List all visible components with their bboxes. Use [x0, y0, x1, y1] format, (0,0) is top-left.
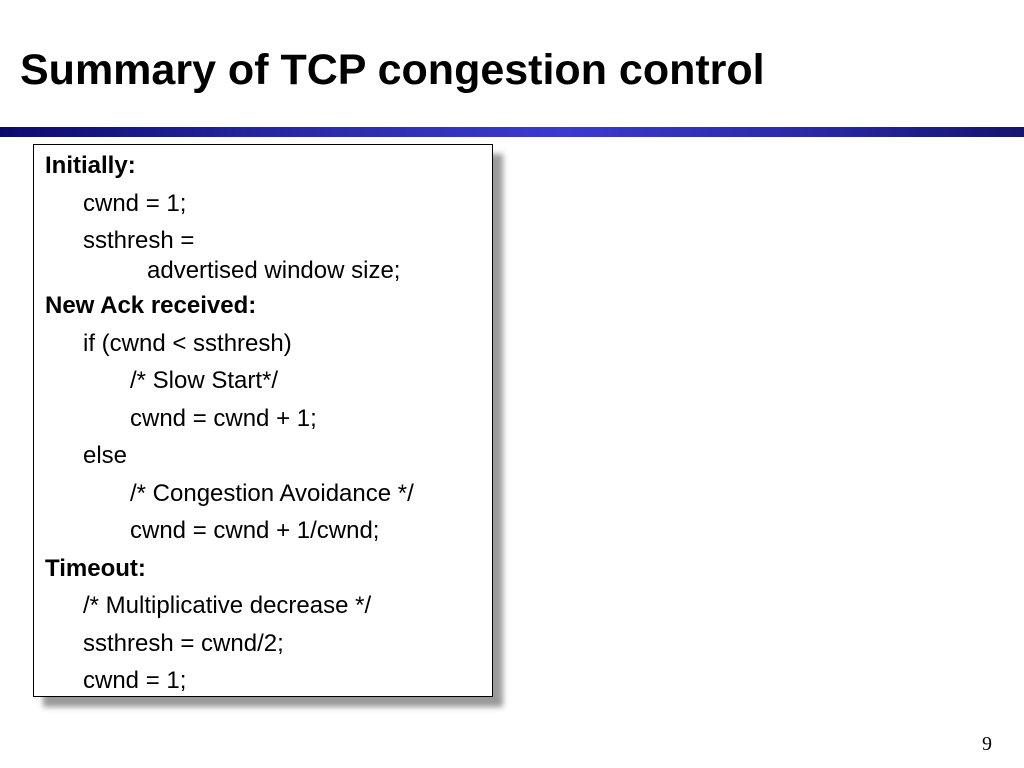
title-divider	[0, 127, 1024, 137]
code-line-timeout-cwnd: cwnd = 1;	[83, 667, 187, 694]
heading-timeout: Timeout:	[45, 554, 146, 582]
slide-title: Summary of TCP congestion control	[20, 46, 765, 94]
code-line-init-cwnd: cwnd = 1;	[83, 189, 187, 217]
pseudocode-box	[33, 144, 493, 697]
code-line-init-ssthresh-continuation: advertised window size;	[147, 257, 401, 284]
code-line-slow-start-comment: /* Slow Start*/	[130, 367, 279, 394]
code-line-md-comment: /* Multiplicative decrease */	[83, 592, 372, 619]
code-line-else: else	[83, 442, 128, 469]
code-line-init-ssthresh	[34, 226, 492, 291]
code-line-if: if (cwnd < ssthresh)	[83, 329, 292, 357]
code-line-ca-comment: /* Congestion Avoidance */	[130, 479, 414, 507]
code-line-slow-start-update: cwnd = cwnd + 1;	[130, 404, 317, 432]
code-line-ca-update: cwnd = cwnd + 1/cwnd;	[130, 517, 380, 544]
heading-new-ack: New Ack received:	[45, 292, 257, 319]
heading-initially: Initially:	[45, 152, 136, 179]
page-number: 9	[982, 733, 992, 755]
code-line-init-ssthresh-text: ssthresh =	[83, 227, 195, 254]
code-line-timeout-ssthresh: ssthresh = cwnd/2;	[83, 629, 284, 657]
